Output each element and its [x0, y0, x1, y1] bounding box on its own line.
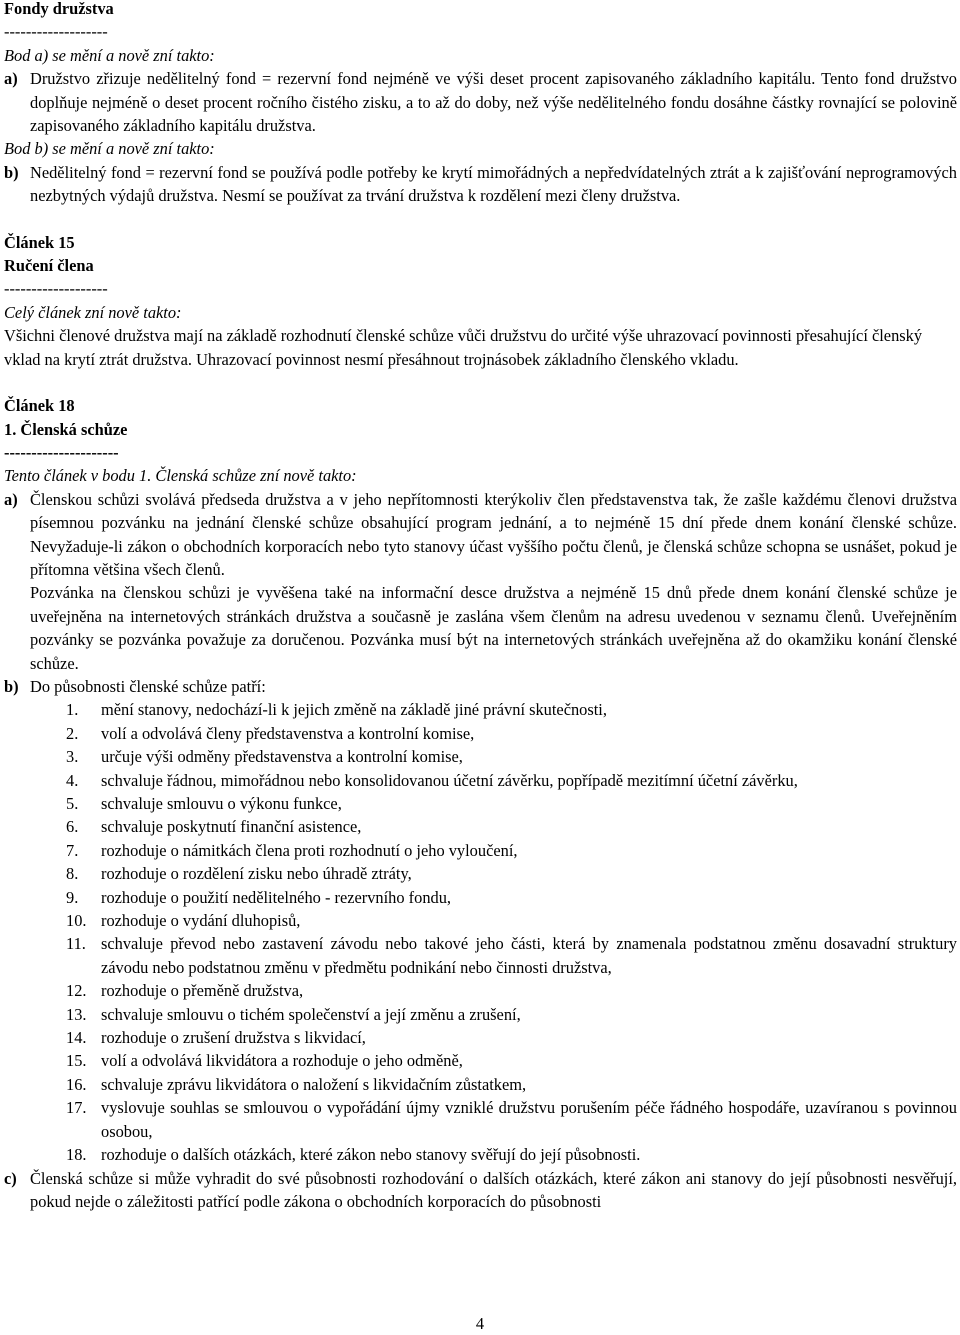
list-item — [4, 815, 957, 838]
separator-line: ------------------- — [4, 279, 108, 299]
list-item-number: 16. — [66, 1074, 87, 1094]
list-item — [4, 839, 957, 862]
clause-label: b) — [4, 676, 19, 696]
list-item — [4, 862, 957, 885]
clause-label: a) — [4, 489, 18, 509]
list-item-text: rozhoduje o použití nedělitelného - rezervního fondu, — [101, 887, 452, 907]
list-item — [4, 886, 957, 909]
list-item — [4, 1003, 957, 1026]
list-item-number: 11. — [66, 934, 86, 954]
list-item — [4, 1049, 957, 1072]
list-item-text: rozhoduje o dalších otázkách, které zákon nebo stanovy svěřují do její působnosti. — [101, 1145, 641, 1165]
list-item-text: schvaluje řádnou, mimořádnou nebo konsolidovanou účetní závěrku, popřípadě mezitímní účetní závěrku, — [101, 770, 798, 790]
list-item-number: 9. — [66, 887, 79, 907]
amendment-note: Celý článek zní nově takto: — [4, 302, 182, 322]
article-subheading: 1. Členská schůze — [4, 419, 128, 439]
separator-line: --------------------- — [4, 442, 119, 462]
list-item-number: 17. — [66, 1098, 87, 1118]
clause-b — [4, 675, 957, 698]
list-item-text: volí a odvolává likvidátora a rozhoduje o jeho odměně, — [101, 1051, 463, 1071]
list-item-text: rozhoduje o přeměně družstva, — [101, 981, 304, 1001]
list-item — [4, 745, 957, 768]
list-item — [4, 769, 957, 792]
list-item-text: rozhoduje o zrušení družstva s likvidací, — [101, 1028, 366, 1048]
clause-a — [4, 488, 957, 582]
clause-b — [4, 161, 957, 208]
list-item — [4, 1073, 957, 1096]
separator-line: ------------------- — [4, 22, 108, 42]
list-item-number: 18. — [66, 1145, 87, 1165]
list-item-text: určuje výši odměny představenstva a kontrolní komise, — [101, 747, 463, 767]
list-item-text: rozhoduje o rozdělení zisku nebo úhradě ztráty, — [101, 864, 412, 884]
list-item-text: volí a odvolává členy představenstva a kontrolní komise, — [101, 723, 475, 743]
list-item — [4, 722, 957, 745]
list-item-text: rozhoduje o námitkách člena proti rozhodnutí o jeho vyloučení, — [101, 840, 518, 860]
clause-text: Členskou schůzi svolává předseda družstva a v jeho nepřítomnosti kterýkoliv člen představenstva tak, že zašle každému členovi družstva písemnou pozvánku na jednání členské schůze obsahující program jednání, a to nejméně 15 dní přede dnem konání členské schůze. Nevyžaduje-li zákon o obchodních korporacích nebo tyto stanovy účast vyššího počtu členů, je členská schůze schopna se usnášet, pokud je přítomna většina všech členů. — [30, 489, 957, 579]
amendment-note: Bod b) se mění a nově zní takto: — [4, 139, 215, 159]
list-item-number: 13. — [66, 1004, 87, 1024]
clause-text: Družstvo zřizuje nedělitelný fond = rezervní fond nejméně ve výši deset procent zapisovaného základního kapitálu. Tento fond družstvo doplňuje nejméně o deset procent ročního čistého zisku, a to až do doby, než výše nedělitelného fondu dosáhne částky rovnající se polovině zapisovaného základního kapitálu družstva. — [30, 69, 957, 136]
list-item-text: vyslovuje souhlas se smlouvou o vypořádání újmy vzniklé družstvu porušením péče řádného hospodáře, uzavíranou s povinnou osobou, — [101, 1098, 957, 1141]
page-number: 4 — [475, 1314, 485, 1333]
clause-c — [4, 1167, 957, 1214]
list-item-text: schvaluje smlouvu o výkonu funkce, — [101, 794, 342, 813]
list-item-number: 4. — [66, 770, 79, 790]
list-item — [4, 1143, 957, 1166]
list-item-number: 7. — [66, 840, 79, 860]
list-item-text: schvaluje převod nebo zastavení závodu nebo takové jeho části, která by znamenala podstatnou změnu dosavadní struktury závodu nebo podstatnou změnu v předmětu podnikání nebo činnosti družstva, — [101, 934, 957, 977]
amendment-note: Tento článek v bodu 1. Členská schůze zní nově takto: — [4, 466, 357, 486]
list-item-number: 15. — [66, 1051, 87, 1071]
clause-label: b) — [4, 162, 19, 182]
list-item-number: 8. — [66, 864, 79, 884]
list-item-number: 2. — [66, 723, 79, 743]
clause-text: Do působnosti členské schůze patří: — [30, 676, 266, 696]
clause-label: a) — [4, 69, 18, 89]
clause-text: Členská schůze si může vyhradit do své působnosti rozhodování o dalších otázkách, které zákon ani stanovy do její působnosti nesvěřují, pokud nejde o záležitosti patřící podle zákona o obchodních korporacích do působnosti — [30, 1168, 957, 1211]
list-item-text: schvaluje zprávu likvidátora o naložení s likvidačním zůstatkem, — [101, 1074, 527, 1094]
list-item — [4, 1026, 957, 1049]
list-item-number: 10. — [66, 911, 87, 931]
document-page — [4, 0, 957, 1213]
article-text: Všichni členové družstva mají na základě rozhodnutí členské schůze vůči družstvu do určité výše uhrazovací povinnosti přesahující členský vklad na krytí ztrát družstva. Uhrazovací povinnost nesmí přesáhnout trojnásobek základního členského vkladu. — [4, 326, 923, 369]
amendment-note: Bod a) se mění a nově zní takto: — [4, 45, 215, 65]
powers-list — [4, 698, 957, 1166]
list-item — [4, 698, 957, 721]
list-item-number: 3. — [66, 747, 79, 767]
list-item-number: 1. — [66, 700, 79, 720]
list-item-text: schvaluje smlouvu o tichém společenství a její změnu a zrušení, — [101, 1004, 521, 1024]
clause-a — [4, 67, 957, 137]
list-item-text: rozhoduje o vydání dluhopisů, — [101, 911, 301, 931]
list-item-number: 12. — [66, 981, 87, 1001]
list-item-number: 14. — [66, 1028, 87, 1048]
list-item-text: mění stanovy, nedochází-li k jejich změně na základě jiné právní skutečnosti, — [101, 700, 607, 720]
article-heading: Článek 18 — [4, 396, 75, 416]
list-item — [4, 909, 957, 932]
list-item-number: 5. — [66, 794, 79, 813]
list-item-text: schvaluje poskytnutí finanční asistence, — [101, 817, 362, 837]
article-subheading: Ručení člena — [4, 256, 94, 276]
article-heading: Článek 15 — [4, 232, 75, 252]
list-item — [4, 1096, 957, 1143]
clause-text: Nedělitelný fond = rezervní fond se používá podle potřeby ke krytí mimořádných a nepředvídatelných ztrát a k zajišťování neprogramových nezbytných výdajů družstva. Nesmí se používat za trvání družstva k rozdělení mezi členy družstva. — [30, 162, 957, 206]
list-item-number: 6. — [66, 817, 79, 837]
clause-paragraph: Pozvánka na členskou schůzi je vyvěšena také na informační desce družstva a nejméně 15 dnů přede dnem konání členské schůze je uveřejněna na internetových stránkách družstva a současně je zaslána všem členům na adresu uvedenou v seznamu členů. Uveřejněním pozvánky se pozvánka považuje za doručenou. Pozvánka musí být na internetových stránkách uveřejněna až do okamžiku konání členské schůze. — [30, 583, 957, 673]
list-item — [4, 792, 957, 815]
clause-label: c) — [4, 1168, 17, 1188]
list-item — [4, 932, 957, 979]
list-item — [4, 979, 957, 1002]
section-title: Fondy družstva — [4, 0, 114, 18]
